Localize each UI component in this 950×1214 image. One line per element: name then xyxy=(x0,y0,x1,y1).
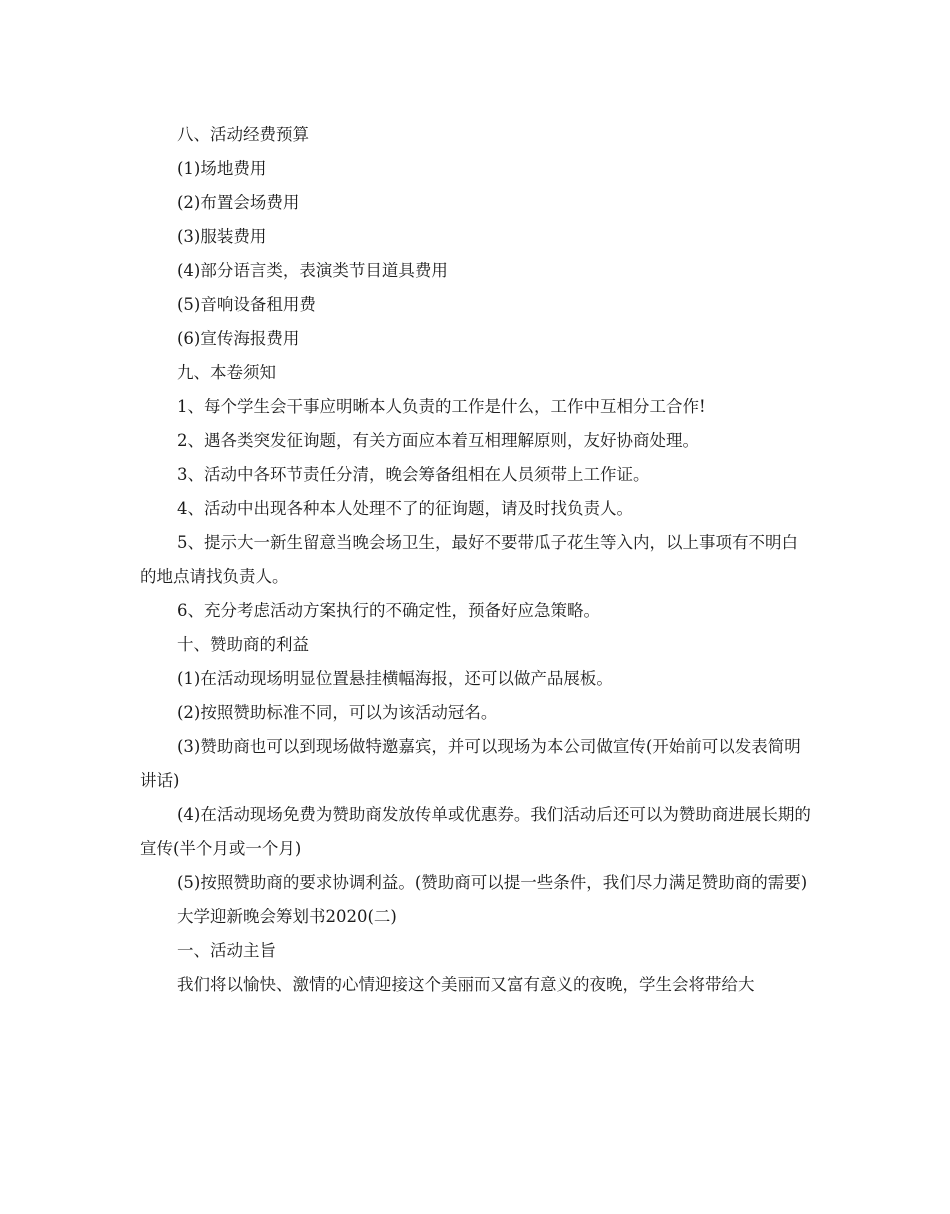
notice-item-4: 4、活动中出现各种本人处理不了的征询题，请及时找负责人。 xyxy=(177,499,633,518)
budget-item-1: (1)场地费用 xyxy=(177,159,267,178)
notice-item-1: 1、每个学生会干事应明晰本人负责的工作是什么，工作中互相分工合作! xyxy=(177,397,706,416)
notice-item-5: 5、提示大一新生留意当晚会场卫生，最好不要带瓜子花生等入内，以上事项有不明白的地点请找负责人。 xyxy=(140,533,798,586)
sponsor-heading: 十、赞助商的利益 xyxy=(177,635,309,654)
budget-heading: 八、活动经费预算 xyxy=(177,125,309,144)
sponsor-benefit-3: (3)赞助商也可以到现场做特邀嘉宾，并可以现场为本公司做宣传(开始前可以发表简明讲话) xyxy=(140,737,801,790)
budget-item-3: (3)服装费用 xyxy=(177,227,267,246)
notice-heading: 九、本卷须知 xyxy=(177,363,276,382)
sponsor-benefit-2: (2)按照赞助标准不同，可以为该活动冠名。 xyxy=(177,703,498,722)
notice-item-3: 3、活动中各环节责任分清，晚会筹备组相在人员须带上工作证。 xyxy=(177,465,650,484)
section-title: 大学迎新晚会筹划书2020(二) xyxy=(177,907,397,926)
budget-item-6: (6)宣传海报费用 xyxy=(177,329,300,348)
notice-item-2: 2、遇各类突发征询题，有关方面应本着互相理解原则，友好协商处理。 xyxy=(177,431,699,450)
purpose-heading: 一、活动主旨 xyxy=(177,941,276,960)
document-body xyxy=(140,118,812,1002)
sponsor-benefit-1: (1)在活动现场明显位置悬挂横幅海报，还可以做产品展板。 xyxy=(177,669,613,688)
purpose-paragraph: 我们将以愉快、激情的心情迎接这个美丽而又富有意义的夜晚，学生会将带给大 xyxy=(177,975,755,994)
sponsor-benefit-4: (4)在活动现场免费为赞助商发放传单或优惠券。我们活动后还可以为赞助商进展长期的宣传(半个月或一个月) xyxy=(140,805,811,858)
notice-item-6: 6、充分考虑活动方案执行的不确定性，预备好应急策略。 xyxy=(177,601,600,620)
budget-item-2: (2)布置会场费用 xyxy=(177,193,300,212)
budget-item-4: (4)部分语言类，表演类节目道具费用 xyxy=(177,261,448,280)
sponsor-benefit-5: (5)按照赞助商的要求协调利益。(赞助商可以提一些条件，我们尽力满足赞助商的需要) xyxy=(177,873,808,892)
budget-item-5: (5)音响设备租用费 xyxy=(177,295,316,314)
